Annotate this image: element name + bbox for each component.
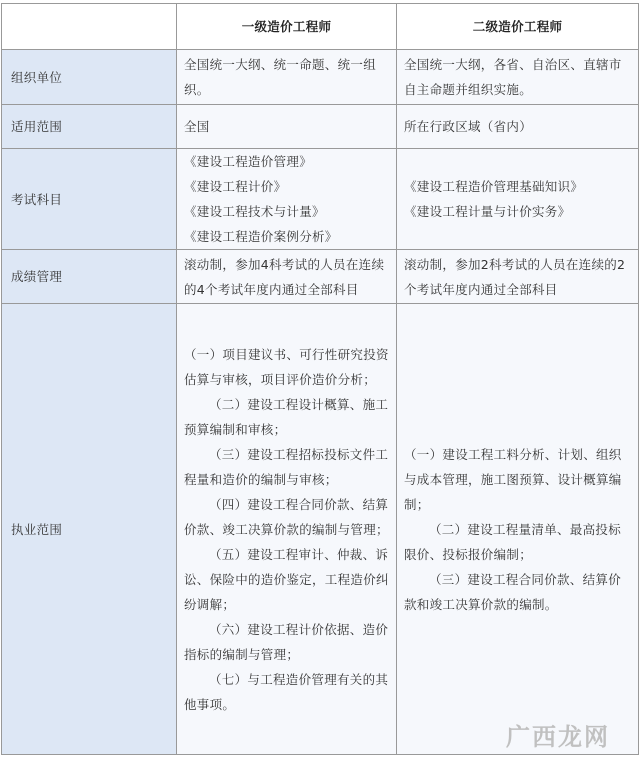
cell-text: 所在行政区域（省内） [404,119,533,134]
header-corner [2,4,177,50]
cell-text: 全国统一大纲、统一命题、统一组织。 [184,57,377,97]
subject-item: 《建设工程造价管理》 [184,154,313,169]
level2-cell [397,149,639,250]
level1-cell [177,50,397,105]
scope-item: （六）建设工程计价依据、造价指标的编制与管理； [184,621,389,662]
scope-item: （五）建设工程审计、仲裁、诉讼、保险中的造价鉴定，工程造价纠纷调解； [184,546,389,612]
scope-item: （二）建设工程设计概算、施工预算编制和审核； [184,396,389,437]
cell-text: 全国 [184,119,210,134]
level2-cell [397,250,639,304]
cell-text: 全国统一大纲，各省、自治区、直辖市自主命题并组织实施。 [404,57,622,97]
table-row [2,50,639,105]
level1-cell [177,149,397,250]
cell-text: 滚动制，参加4科考试的人员在连续的4个考试年度内通过全部科目 [184,256,385,297]
table-row [2,149,639,250]
subject-item: 《建设工程计价》 [184,179,287,194]
scope-item: （三）建设工程招标投标文件工程量和造价的编制与审核； [184,446,389,487]
row-label: 组织单位 [2,50,177,105]
scope-item: （四）建设工程合同价款、结算价款、竣工决算价款的编制与管理； [184,496,389,537]
level1-cell [177,105,397,149]
scope-item: （七）与工程造价管理有关的其他事项。 [184,671,389,712]
header-row [2,4,639,50]
scope-item: （二）建设工程量清单、最高投标限价、投标报价编制； [404,521,622,562]
row-label: 适用范围 [2,105,177,149]
scope-item: （三）建设工程合同价款、结算价款和竣工决算价款的编制。 [404,571,622,612]
table-row [2,250,639,304]
level1-cell [177,250,397,304]
level2-cell [397,50,639,105]
table-row [2,105,639,149]
scope-item: （一）项目建议书、可行性研究投资估算与审核，项目评价造价分析； [184,346,389,387]
row-label: 成绩管理 [2,250,177,304]
watermark-logo: 广西龙网 [506,722,610,751]
subject-item: 《建设工程造价管理基础知识》 [404,179,584,194]
level1-cell [177,304,397,755]
header-level1: 一级造价工程师 [177,4,397,50]
cell-text: 滚动制，参加2科考试的人员在连续的2个考试年度内通过全部科目 [404,256,626,297]
row-label: 考试科目 [2,149,177,250]
header-level2: 二级造价工程师 [397,4,639,50]
level2-cell [397,105,639,149]
scope-item: （一）建设工程工料分析、计划、组织与成本管理，施工图预算、设计概算编制； [404,446,622,512]
level2-cell [397,304,639,755]
comparison-table [1,3,639,755]
subject-item: 《建设工程造价案例分析》 [184,229,338,244]
subject-item: 《建设工程技术与计量》 [184,204,325,219]
subject-item: 《建设工程计量与计价实务》 [404,204,571,219]
row-label: 执业范围 [2,304,177,755]
table-row [2,304,639,755]
